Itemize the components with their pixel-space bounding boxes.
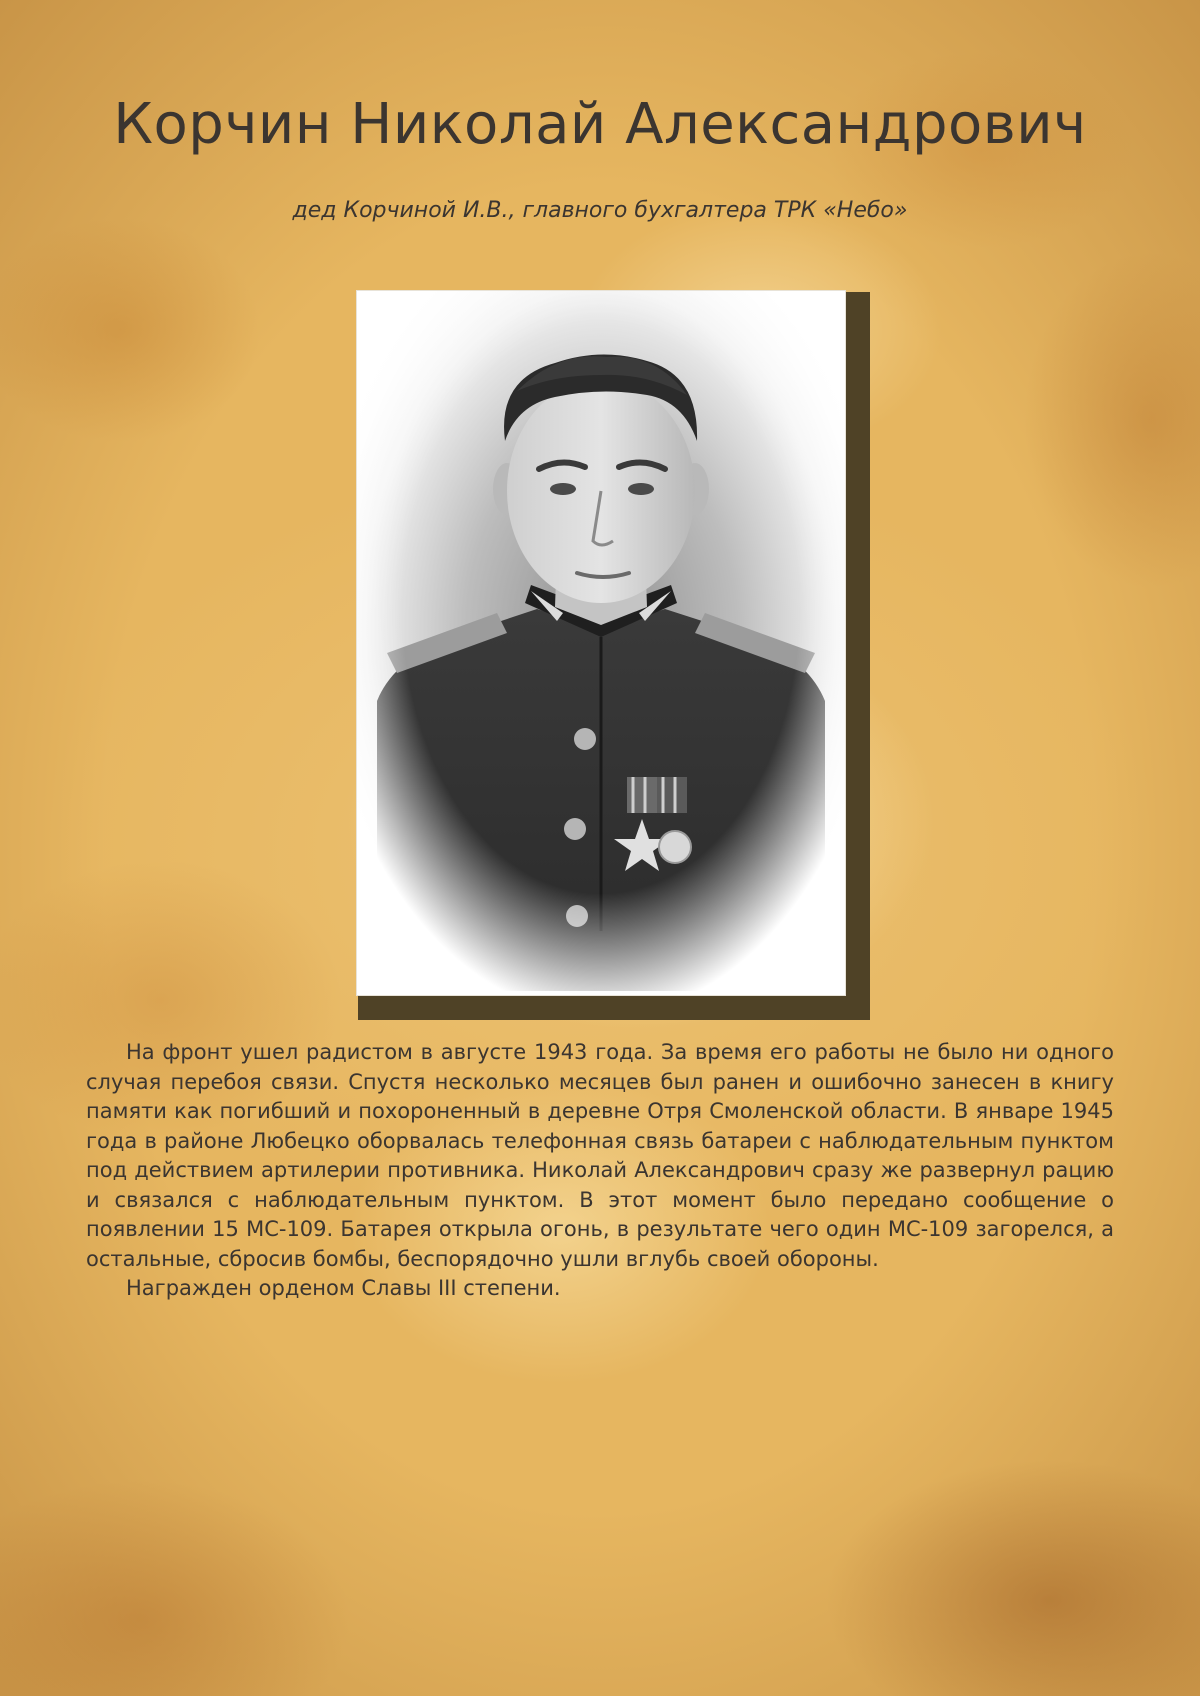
page-title: Корчин Николай Александрович [113,92,1087,157]
portrait-illustration [357,291,845,995]
portrait-photo [356,290,846,996]
biography-paragraph: На фронт ушел радистом в августе 1943 года. За время его работы не было ни одного случая перебоя связи. Спустя несколько месяцев был ранен и ошибочно занесен в книгу памяти как погибший и похороненный в деревне Отря Смоленской области. В январе 1945 года в районе Любецко оборвалась телефонная связь батареи с наблюдательным пунктом под действием артилерии противника. Николай Александрович сразу же развернул рацию и связался с наблюдательным пунктом. В этот момент было передано сообщение о появлении 15 МС-109. Батарея открыла огонь, в результате чего один МС-109 загорелся, а остальные, сбросив бомбы, беспорядочно ушли вглубь своей обороны. [86,1040,1114,1271]
page-subtitle: дед Корчиной И.В., главного бухгалтера ТРК «Небо» [292,198,908,223]
biography-paragraph: Награжден орденом Славы III степени. [126,1276,561,1300]
biography-text [86,1038,1114,1304]
